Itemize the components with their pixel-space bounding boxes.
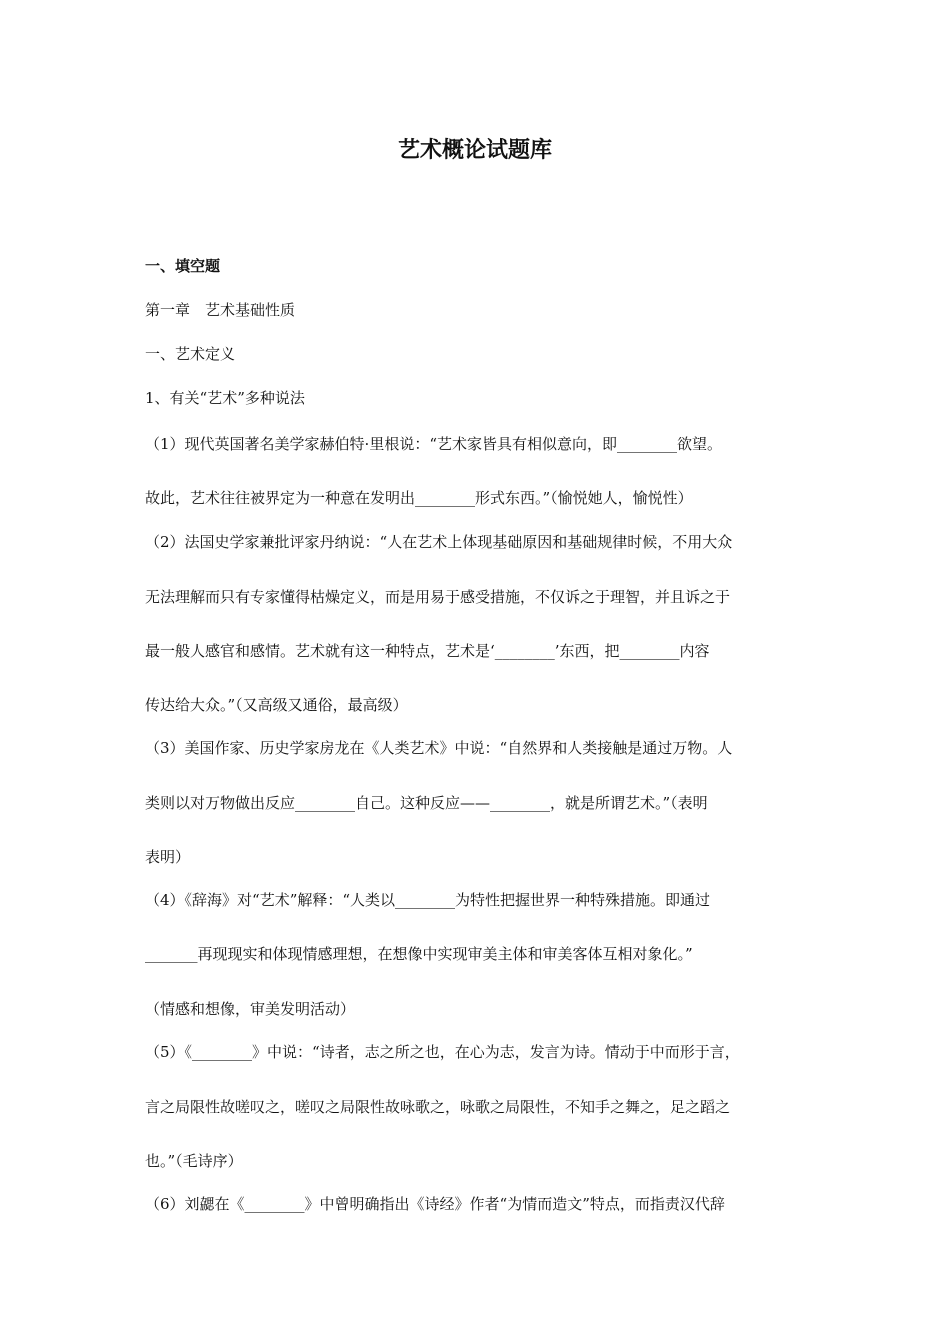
text-line: （2）法国史学家兼批评家丹纳说：“人在艺术上体现基础原因和基础规律时候，不用大众 — [145, 533, 733, 551]
text-line: _______再现现实和体现情感理想，在想像中实现审美主体和审美客体互相对象化。” — [145, 945, 693, 963]
text-line: （3）美国作家、历史学家房龙在《人类艺术》中说：“自然界和人类接触是通过万物。人 — [145, 739, 733, 757]
text-line: （情感和想像，审美发明活动） — [145, 1000, 356, 1018]
text-line: 故此，艺术往往被界定为一种意在发明出________形式东西。”（愉悦她人，愉悦性） — [145, 489, 693, 507]
text-line: 类则以对万物做出反应________自己。这种反应——________，就是所谓艺术。”（表明 — [145, 794, 708, 812]
text-line: （4）《辞海》对“艺术”解释：“人类以________为特性把握世界一种特殊措施。即通过 — [145, 891, 711, 909]
item-heading: 1、有关“艺术”多种说法 — [145, 389, 305, 407]
text-line: （1）现代英国著名美学家赫伯特·里根说：“艺术家皆具有相似意向，即________欲望。 — [145, 435, 722, 453]
section-heading: 一、填空题 — [145, 257, 221, 275]
text-line: 传达给大众。”（又高级又通俗，最高级） — [145, 696, 408, 714]
text-line: 无法理解而只有专家懂得枯燥定义，而是用易于感受措施，不仅诉之于理智，并且诉之于 — [145, 588, 731, 606]
chapter-heading: 第一章 艺术基础性质 — [145, 301, 296, 319]
text-line: 最一般人感官和感情。艺术就有这一种特点，艺术是‘________’东西，把________内容 — [145, 642, 710, 660]
text-line: （6）刘勰在《________》中曾明确指出《诗经》作者“为情而造文”特点，而指责汉代辞 — [145, 1195, 725, 1213]
text-line: 言之局限性故嗟叹之，嗟叹之局限性故咏歌之，咏歌之局限性，不知手之舞之，足之蹈之 — [145, 1098, 731, 1116]
document-title: 艺术概论试题库 — [397, 138, 552, 163]
text-line: 也。”（毛诗序） — [145, 1152, 243, 1170]
text-line: 表明） — [145, 848, 191, 866]
subsection-heading: 一、艺术定义 — [145, 345, 236, 363]
text-line: （5）《________》中说：“诗者，志之所之也，在心为志，发言为诗。情动于中而形于言， — [145, 1043, 740, 1061]
